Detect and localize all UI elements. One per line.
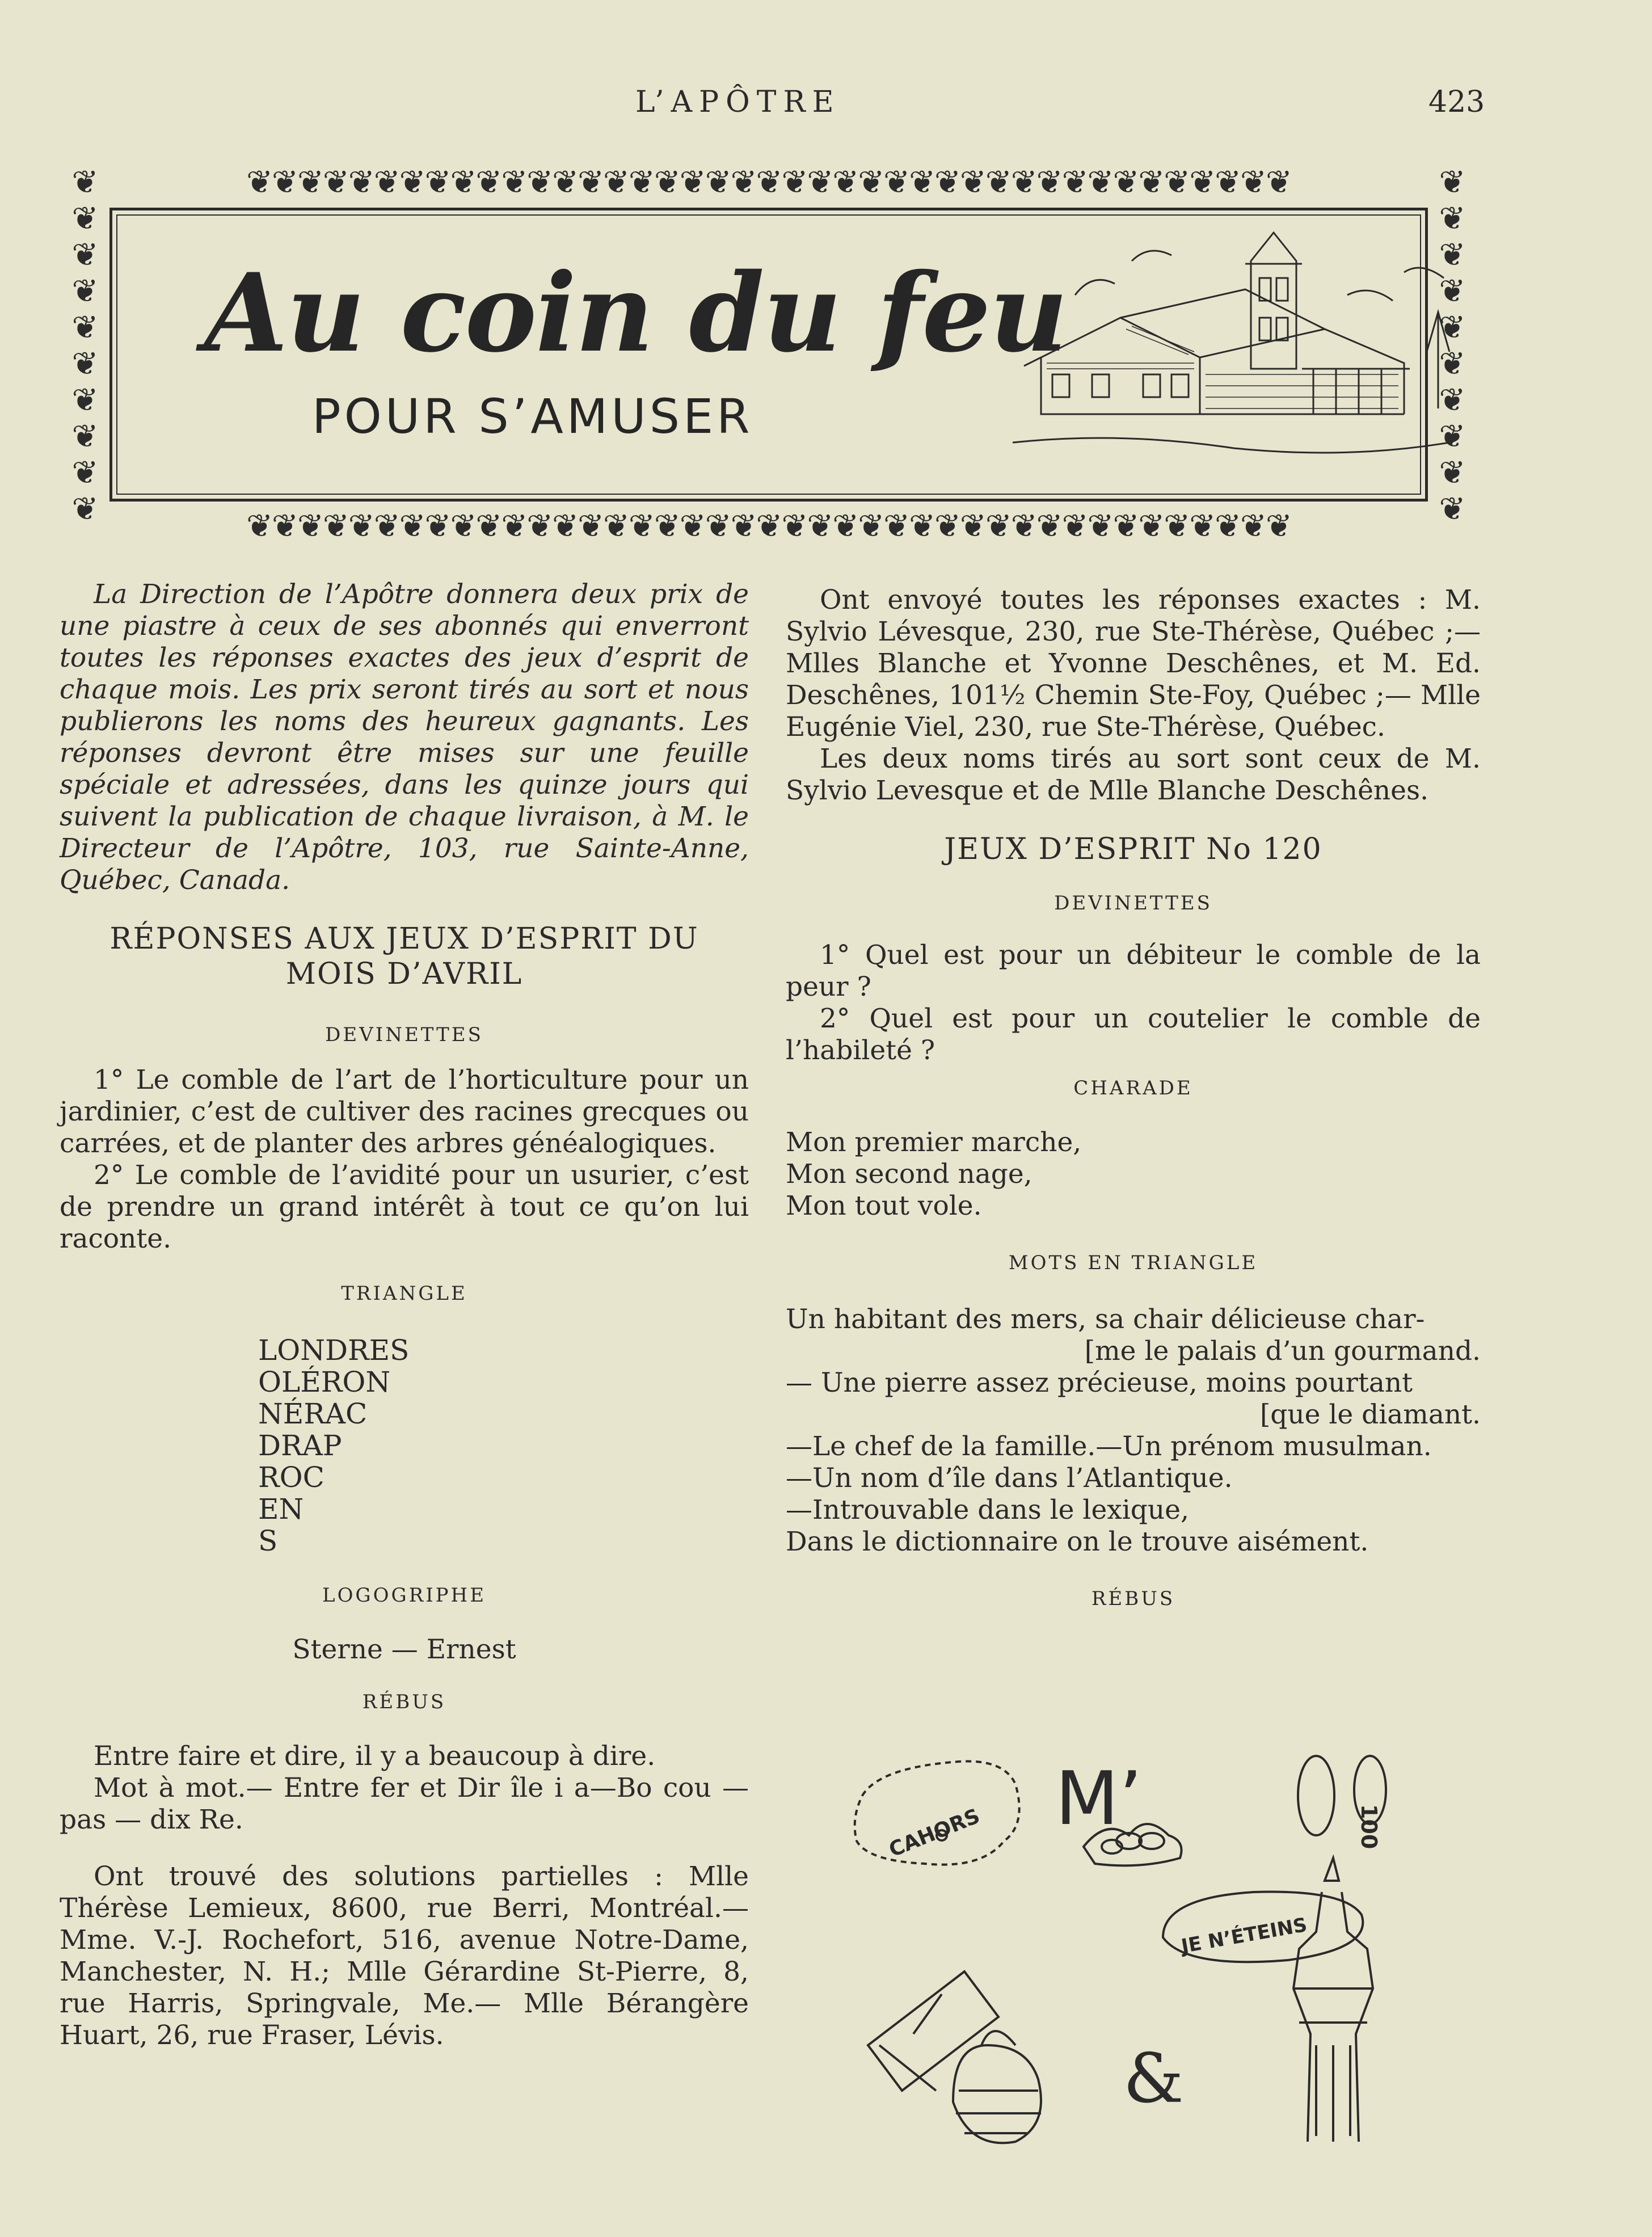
- verse-line: —Un nom d’île dans l’Atlantique.: [786, 1463, 1233, 1494]
- contest-intro: La Direction de l’Apôtre donnera deux prix de une piastre à ceux de ses abonnés qui enverront toutes les réponses exactes des jeux d’esprit de chaque mois. Les prix seront tirés au sort et nous publierons les noms des heureux gagnants. Les réponses devront être mises sur une feuille spéciale et adressées, dans les quinze jours qui suivent la publication de chaque livraison, à M. le Directeur de l’Apôtre, 103, rue Sainte-Anne, Québec, Canada.: [60, 579, 749, 896]
- rebus-explanation: Mot à mot.— Entre fer et Dir île i a—Bo cou — pas — dix Re.: [60, 1772, 749, 1835]
- triangle-line: DRAP: [258, 1429, 342, 1462]
- triangle-line: S: [258, 1524, 278, 1557]
- charade-heading: CHARADE: [1073, 1077, 1193, 1099]
- cahors-map-icon: [855, 1762, 1019, 1865]
- rebus-answer: Entre faire et dire, il y a beaucoup à dire.: [94, 1741, 656, 1772]
- logogriphe-heading: LOGOGRIPHE: [322, 1584, 487, 1607]
- footprint-icon: [1298, 1756, 1334, 1835]
- house-illustration-icon: [1007, 227, 1472, 465]
- mots-en-triangle: [786, 1304, 1481, 1558]
- basket-icon: [953, 2045, 1041, 2143]
- triangle-heading: TRIANGLE: [341, 1282, 467, 1305]
- verse-line: —Le chef de la famille.—Un prénom musulman.: [786, 1431, 1432, 1462]
- partial-solutions: Ont trouvé des solutions partielles : Mlle Thérèse Lemieux, 8600, rue Berri, Montréal.— Mme. V.-J. Rochefort, 516, avenue Notre-Dame, Manchester, N. H.; Mlle Gérardine St-Pierre, 8, rue Harris, Springvale, Me.— Mlle Bérangère Huart, 26, rue Fraser, Lévis.: [60, 1861, 749, 2051]
- verse-line: [me le palais d’un gourmand.: [1084, 1336, 1481, 1367]
- verse-line: —Introuvable dans le lexique,: [786, 1494, 1189, 1526]
- devinette-question-2: 2° Quel est pour un coutelier le comble de l’habileté ?: [786, 1003, 1481, 1066]
- page-number: 423: [1428, 85, 1485, 119]
- banner-subtitle: POUR S’AMUSER: [312, 389, 753, 444]
- logogriphe-answer: Sterne — Ernest: [292, 1634, 516, 1665]
- box-icon: [868, 1971, 998, 2091]
- triangle-line: OLÉRON: [258, 1366, 391, 1398]
- triangle-answer: [258, 1334, 749, 1557]
- rebus-illustration: [845, 1750, 1481, 2147]
- left-column: [60, 579, 749, 2051]
- ornament-border-left: ❦ ❦ ❦ ❦ ❦ ❦ ❦ ❦ ❦ ❦: [71, 165, 99, 528]
- exact-answers: Ont envoyé toutes les réponses exactes : M. Sylvio Lévesque, 230, rue Ste-Thérèse, Québec ;— Mlles Blanche et Yvonne Deschênes, et M. Ed. Deschênes, 101½ Chemin Ste-Foy, Québec ;— Mlle Eugénie Viel, 230, rue Ste-Thérèse, Québec.: [786, 584, 1481, 743]
- verse-line: Un habitant des mers, sa chair délicieuse char-: [786, 1304, 1425, 1335]
- rebus-hundred-text: 100: [1356, 1804, 1381, 1850]
- rebus-heading: RÉBUS: [1091, 1587, 1175, 1610]
- charade-line: Mon tout vole.: [786, 1190, 982, 1221]
- triangle-line: LONDRES: [258, 1334, 410, 1367]
- rebus-ampersand-text: &: [1123, 2040, 1184, 2118]
- ornament-border-bottom: ❦❦❦❦❦❦❦❦❦❦❦❦❦❦❦❦❦❦❦❦❦❦❦❦❦❦❦❦❦❦❦❦❦❦❦❦❦❦❦❦❦: [246, 508, 1291, 545]
- right-column: [786, 584, 1481, 1615]
- running-title: L’APÔTRE: [635, 85, 841, 119]
- banner-title: Au coin du feu: [204, 250, 1067, 376]
- devinette-question-1: 1° Quel est pour un débiteur le comble de la peur ?: [786, 940, 1481, 1002]
- rebus-jeneteins-text: JE N’ÉTEINS: [1179, 1913, 1309, 1958]
- devinette-answer-2: 2° Le comble de l’avidité pour un usurier, c’est de prendre un grand intérêt à tout ce qu’on lui raconte.: [60, 1160, 749, 1254]
- answers-heading: RÉPONSES AUX JEUX D’ESPRIT DU MOIS D’AVRIL: [109, 922, 699, 991]
- jeux-heading: JEUX D’ESPRIT No 120: [944, 832, 1322, 866]
- devinette-answer-1: 1° Le comble de l’art de l’horticulture pour un jardinier, c’est de cultiver des racines grecques ou carrées, et de planter des arbres généalogiques.: [60, 1064, 749, 1159]
- triangle-line: EN: [258, 1493, 304, 1526]
- triangle-line: ROC: [258, 1461, 324, 1494]
- devinettes-heading-right: DEVINETTES: [1054, 892, 1212, 915]
- verse-line: [que le diamant.: [1259, 1399, 1481, 1430]
- mots-heading: MOTS EN TRIANGLE: [1008, 1252, 1258, 1274]
- ornament-border-right: ❦ ❦ ❦ ❦ ❦ ❦ ❦ ❦ ❦ ❦: [1439, 165, 1466, 528]
- devinettes-heading: DEVINETTES: [325, 1023, 483, 1046]
- verse-line: Dans le dictionnaire on le trouve aisément.: [786, 1526, 1369, 1557]
- rebus-answer-heading: RÉBUS: [362, 1691, 446, 1713]
- verse-line: — Une pierre assez précieuse, moins pourtant: [786, 1367, 1413, 1398]
- title-banner: [60, 165, 1478, 545]
- winners: Les deux noms tirés au sort sont ceux de M. Sylvio Levesque et de Mlle Blanche Deschênes.: [786, 743, 1481, 806]
- charade-line: Mon premier marche,: [786, 1127, 1082, 1158]
- charade-line: Mon second nage,: [786, 1158, 1032, 1190]
- rebus-m-text: M’: [1055, 1755, 1143, 1842]
- rebus-cahors-text: CAHORS: [886, 1804, 984, 1862]
- charade: [786, 1127, 1481, 1222]
- ornament-border-top: ❦❦❦❦❦❦❦❦❦❦❦❦❦❦❦❦❦❦❦❦❦❦❦❦❦❦❦❦❦❦❦❦❦❦❦❦❦❦❦❦❦: [246, 165, 1291, 201]
- triangle-line: NÉRAC: [258, 1397, 368, 1430]
